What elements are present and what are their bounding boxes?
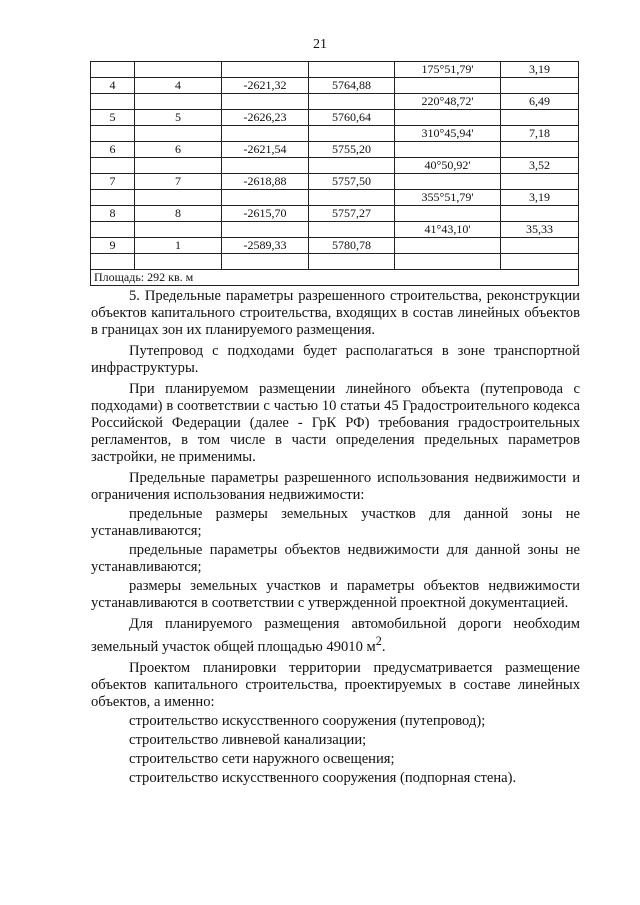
table-cell: -2626,23: [222, 110, 309, 126]
paragraph-zone: Путепровод с подходами будет располагаться в зоне транспортной инфраструктуры.: [91, 343, 580, 376]
land-area-period: .: [381, 638, 386, 655]
table-cell: [135, 62, 222, 78]
paragraph-grk: При планируемом размещении линейного объекта (путепровода с подходами) в соответствии с частью 10 статьи 45 Градостроительного кодекса Российской Федерации (далее - ГрК РФ) требования градостроительных регламентов, в том числе в части определения предельных параметров застройки, не применимы.: [91, 381, 580, 465]
table-cell: 5: [91, 110, 135, 126]
table-cell: [222, 94, 309, 110]
table-cell: 5760,64: [309, 110, 395, 126]
table-cell: 355°51,79': [395, 190, 501, 206]
table-cell: [501, 78, 579, 94]
list-item: строительство искусственного сооружения (путепровод);: [129, 712, 486, 729]
table-cell: [222, 190, 309, 206]
body-text: [91, 288, 580, 789]
table-cell: 6: [135, 142, 222, 158]
list-item: строительство искусственного сооружения (подпорная стена).: [129, 769, 517, 786]
table-cell: -2589,33: [222, 238, 309, 254]
table-row: [91, 142, 579, 158]
table-cell: [91, 190, 135, 206]
table-cell: [309, 190, 395, 206]
table-row: [91, 222, 579, 238]
table-cell: -2618,88: [222, 174, 309, 190]
table-cell: 40°50,92': [395, 158, 501, 174]
table-cell: 1: [135, 238, 222, 254]
table-cell: 35,33: [501, 222, 579, 238]
table-row: [91, 62, 579, 78]
table-row: [91, 94, 579, 110]
table-cell: [395, 110, 501, 126]
table-cell: [395, 206, 501, 222]
table-cell: 9: [91, 238, 135, 254]
table-cell: [91, 94, 135, 110]
table-cell: [309, 62, 395, 78]
list-item: строительство сети наружного освещения;: [129, 750, 395, 767]
list-item: строительство ливневой канализации;: [129, 731, 367, 748]
table-cell: [395, 174, 501, 190]
table-cell: 5757,50: [309, 174, 395, 190]
paragraph-limits: Предельные параметры разрешенного использования недвижимости и ограничения использования недвижимости:: [91, 470, 580, 503]
table-cell: 8: [91, 206, 135, 222]
table-row: [91, 238, 579, 254]
table-cell: 310°45,94': [395, 126, 501, 142]
table-cell: -2621,32: [222, 78, 309, 94]
table-cell: -2621,54: [222, 142, 309, 158]
table-cell: [309, 126, 395, 142]
table-cell: [501, 174, 579, 190]
table-cell: 3,19: [501, 62, 579, 78]
table-cell: 7,18: [501, 126, 579, 142]
table-row: [91, 190, 579, 206]
table-cell: [91, 158, 135, 174]
coordinates-table-body: [91, 62, 579, 270]
table-cell: [135, 254, 222, 270]
table-row: [91, 206, 579, 222]
table-cell: -2615,70: [222, 206, 309, 222]
list-item: предельные размеры земельных участков для данной зоны не устанавливаются;: [91, 506, 580, 539]
table-cell: [135, 158, 222, 174]
list-item: размеры земельных участков и параметры объектов недвижимости устанавливаются в соответствии с утвержденной проектной документацией.: [91, 578, 580, 611]
area-row: [91, 270, 579, 286]
section-5-heading: 5. Предельные параметры разрешенного строительства, реконструкции объектов капитального строительства, входящих в состав линейных объектов в границах зон их планируемого размещения.: [91, 288, 580, 338]
table-cell: 3,19: [501, 190, 579, 206]
table-cell: [91, 222, 135, 238]
table-cell: [135, 126, 222, 142]
table-cell: [395, 78, 501, 94]
table-cell: 220°48,72': [395, 94, 501, 110]
table-cell: [91, 126, 135, 142]
land-area-text: Для планируемого размещения автомобильной дороги необходим земельный участок общей площадью 49010 м: [91, 616, 580, 655]
table-cell: [222, 158, 309, 174]
list-item: предельные параметры объектов недвижимости для данной зоны не устанавливаются;: [91, 542, 580, 575]
table-cell: 5780,78: [309, 238, 395, 254]
table-cell: [222, 254, 309, 270]
table-row: [91, 254, 579, 270]
table-cell: [501, 110, 579, 126]
table-cell: [501, 238, 579, 254]
paragraph-land-area: [91, 616, 580, 656]
table-cell: [501, 142, 579, 158]
table-cell: [222, 62, 309, 78]
table-row: [91, 110, 579, 126]
table-cell: [91, 254, 135, 270]
table-cell: 8: [135, 206, 222, 222]
table-cell: [222, 222, 309, 238]
table-cell: [501, 254, 579, 270]
table-cell: 5757,27: [309, 206, 395, 222]
table-cell: [395, 254, 501, 270]
table-row: [91, 126, 579, 142]
table-row: [91, 174, 579, 190]
table-cell: [395, 142, 501, 158]
table-cell: 5: [135, 110, 222, 126]
table-cell: [309, 222, 395, 238]
land-area-unit-superscript: 2: [375, 634, 382, 648]
table-cell: 5755,20: [309, 142, 395, 158]
table-cell: 175°51,79': [395, 62, 501, 78]
table-cell: 4: [91, 78, 135, 94]
table-cell: [309, 94, 395, 110]
table-cell: [135, 222, 222, 238]
table-row: [91, 78, 579, 94]
table-cell: 7: [91, 174, 135, 190]
table-cell: [135, 94, 222, 110]
table-cell: [309, 158, 395, 174]
table-cell: 6: [91, 142, 135, 158]
coordinates-table: [90, 61, 579, 286]
table-cell: [309, 254, 395, 270]
table-cell: 3,52: [501, 158, 579, 174]
paragraph-objects: Проектом планировки территории предусматривается размещение объектов капитального строительства, проектируемых в составе линейных объектов, а именно:: [91, 659, 580, 710]
table-cell: 41°43,10': [395, 222, 501, 238]
table-cell: 7: [135, 174, 222, 190]
table-cell: [222, 126, 309, 142]
table-cell: 6,49: [501, 94, 579, 110]
page-number: 21: [313, 37, 327, 52]
area-cell: Площадь: 292 кв. м: [91, 270, 579, 286]
table-cell: [501, 206, 579, 222]
table-cell: [395, 238, 501, 254]
table-cell: [135, 190, 222, 206]
table-cell: [91, 62, 135, 78]
table-cell: 5764,88: [309, 78, 395, 94]
table-cell: 4: [135, 78, 222, 94]
table-row: [91, 158, 579, 174]
